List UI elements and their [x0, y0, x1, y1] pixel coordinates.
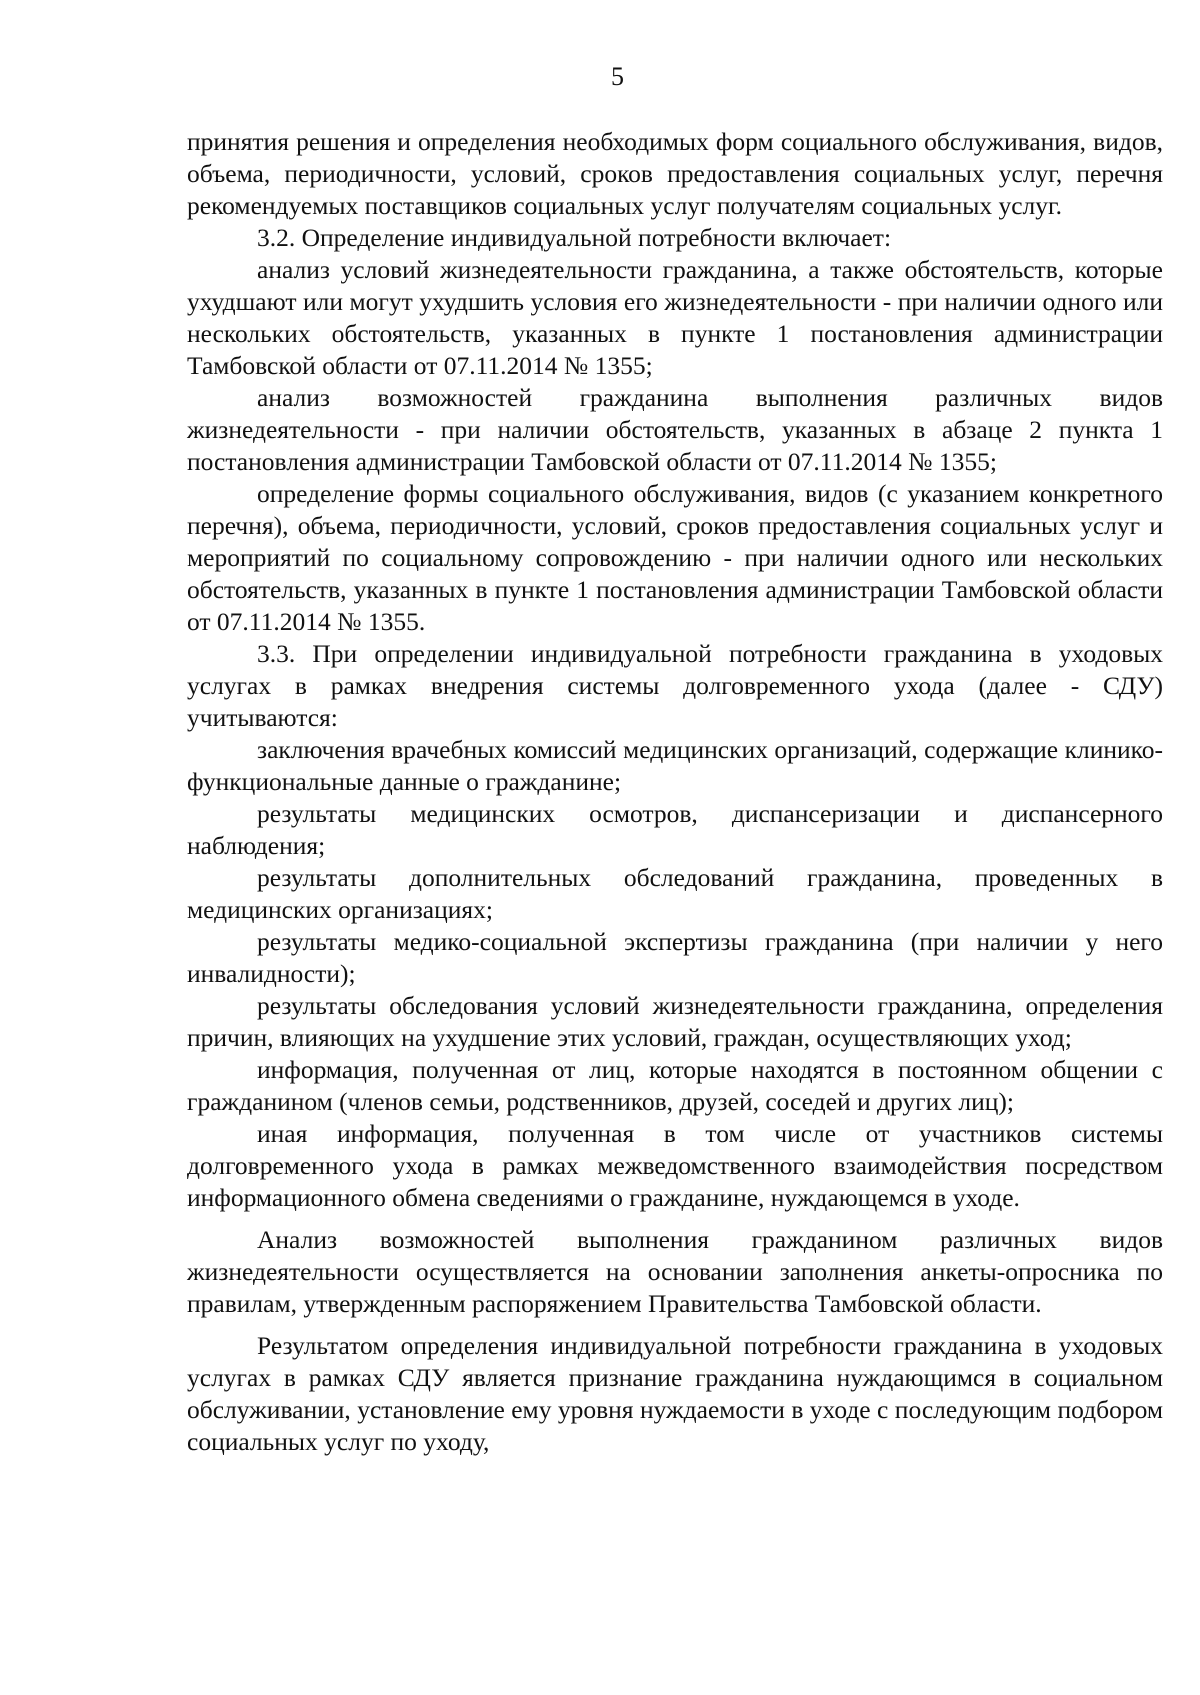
page-number: 5 [611, 62, 624, 91]
paragraph-result: Результатом определения индивидуальной потребности гражданина в уходовых услугах в рамках СДУ является признание гражданина нуждающимся в социальном обслуживании, установление ему уровня нуждаемости в уходе с последующим подбором социальных услуг по уходу, [187, 1331, 1163, 1456]
paragraph-section-3-3: 3.3. При определении индивидуальной потребности гражданина в уходовых услугах в рамках внедрения системы долговременного ухода (далее - СДУ) учитываются: [187, 639, 1163, 732]
paragraph-analysis-abilities: анализ возможностей гражданина выполнения различных видов жизнедеятельности - при наличии обстоятельств, указанных в абзаце 2 пункта 1 постановления администрации Тамбовской области от 07.11.2014 № 1355; [187, 383, 1163, 476]
paragraph-service-form: определение формы социального обслуживания, видов (с указанием конкретного перечня), объема, периодичности, условий, сроков предоставления социальных услуг и мероприятий по социальному сопровождению - при наличии одного или нескольких обстоятельств, указанных в пункте 1 постановления администрации Тамбовской области от 07.11.2014 № 1355. [187, 479, 1163, 636]
paragraph-analysis-conditions: анализ условий жизнедеятельности гражданина, а также обстоятельств, которые ухудшают или могут ухудшить условия его жизнедеятельности - при наличии одного или нескольких обстоятельств, указанных в пункте 1 постановления администрации Тамбовской области от 07.11.2014 № 1355; [187, 255, 1163, 380]
paragraph-additional-examinations: результаты дополнительных обследований гражданина, проведенных в медицинских организациях; [187, 863, 1163, 924]
paragraph-third-party-info: информация, полученная от лиц, которые находятся в постоянном общении с гражданином (членов семьи, родственников, друзей, соседей и других лиц); [187, 1055, 1163, 1116]
paragraph-medical-social-expertise: результаты медико-социальной экспертизы гражданина (при наличии у него инвалидности); [187, 927, 1163, 988]
paragraph-living-conditions: результаты обследования условий жизнедеятельности гражданина, определения причин, влияющих на ухудшение этих условий, граждан, осуществляющих уход; [187, 991, 1163, 1052]
paragraph-other-info: иная информация, полученная в том числе от участников системы долговременного ухода в рамках межведомственного взаимодействия посредством информационного обмена сведениями о гражданине, нуждающемся в уходе. [187, 1119, 1163, 1212]
paragraph-section-3-2: 3.2. Определение индивидуальной потребности включает: [257, 223, 892, 252]
document-body [187, 126, 1163, 1458]
paragraph-medical-commissions: заключения врачебных комиссий медицинских организаций, содержащие клинико-функциональные данные о гражданине; [187, 735, 1163, 796]
paragraph-questionnaire: Анализ возможностей выполнения гражданином различных видов жизнедеятельности осуществляется на основании заполнения анкеты-опросника по правилам, утвержденным распоряжением Правительства Тамбовской области. [187, 1225, 1163, 1318]
paragraph-continuation: принятия решения и определения необходимых форм социального обслуживания, видов, объема, периодичности, условий, сроков предоставления социальных услуг, перечня рекомендуемых поставщиков социальных услуг получателям социальных услуг. [187, 127, 1163, 220]
paragraph-medical-examinations: результаты медицинских осмотров, диспансеризации и диспансерного наблюдения; [187, 799, 1163, 860]
